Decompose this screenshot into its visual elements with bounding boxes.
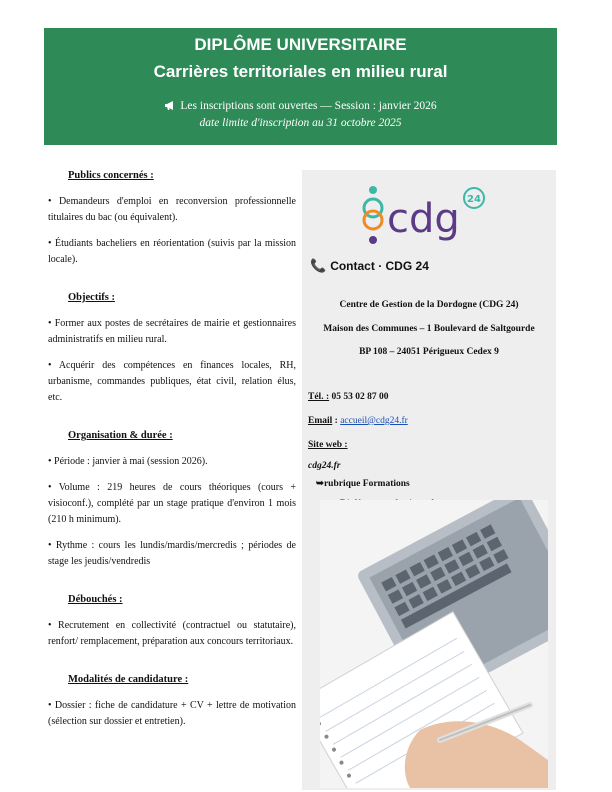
section-title: Publics concernés : bbox=[68, 170, 154, 181]
section-organisation bbox=[48, 428, 296, 570]
section-title: Modalités de candidature : bbox=[68, 674, 189, 685]
list-item: • Demandeurs d'emploi en reconversion professionnelle titulaires du bac (ou équivalent). bbox=[48, 196, 296, 223]
list-item: • Volume : 219 heures de cours théoriques (cours + visioconf.), complété par un stage pratique d'environ 1 mois (210 h minimum). bbox=[48, 482, 296, 525]
announcement bbox=[44, 98, 557, 116]
diploma-subtitle: Carrières territoriales en milieu rural bbox=[153, 62, 448, 81]
list-item: • Recrutement en collectivité (contractuel ou statutaire), renfort/ remplacement, préparation aux concours territoriaux. bbox=[48, 620, 296, 647]
nav-formations-text: rubrique Formations bbox=[323, 479, 410, 489]
section-title: Objectifs : bbox=[68, 292, 115, 303]
section-objectifs bbox=[48, 290, 296, 406]
tel-line bbox=[308, 392, 388, 402]
list-item: • Acquérir des compétences en finances locales, RH, urbanisme, commandes publiques, état civil, relation élus, etc. bbox=[48, 360, 296, 403]
email-link[interactable]: accueil@cdg24.fr bbox=[340, 416, 408, 426]
nav-formations bbox=[316, 478, 410, 489]
diploma-title: DIPLÔME UNIVERSITAIRE bbox=[194, 35, 407, 54]
megaphone-icon bbox=[164, 100, 176, 116]
list-item: • Période : janvier à mai (session 2026). bbox=[48, 456, 208, 467]
section-title: Débouchés : bbox=[68, 594, 123, 605]
tel-value: 05 53 02 87 00 bbox=[329, 392, 389, 402]
web-value[interactable]: cdg24.fr bbox=[308, 461, 341, 471]
pointer-icon: ➥ bbox=[316, 479, 324, 489]
email-line bbox=[308, 416, 408, 426]
logo-text: cdg bbox=[387, 196, 460, 242]
list-item: • Dossier : fiche de candidature + CV + lettre de motivation (sélection sur dossier et entretien). bbox=[48, 700, 296, 727]
tel-label: Tél. : bbox=[308, 392, 330, 402]
laptop-notebook-photo bbox=[320, 500, 548, 788]
section-modalites bbox=[48, 672, 296, 730]
list-item: • Rythme : cours les lundis/mardis/mercredis ; périodes de stage les jeudis/vendredis bbox=[48, 540, 296, 567]
contact-panel bbox=[302, 170, 556, 790]
contact-heading bbox=[310, 258, 429, 274]
contact-heading-text: Contact · CDG 24 bbox=[330, 259, 429, 273]
program-details bbox=[48, 168, 296, 752]
phone-icon: 📞 bbox=[310, 258, 327, 273]
list-item: • Former aux postes de secrétaires de mairie et gestionnaires administratifs en milieu rural. bbox=[48, 318, 296, 345]
logo-badge: 24 bbox=[467, 194, 481, 205]
email-separator: : bbox=[332, 416, 341, 426]
address-line-1: Maison des Communes – 1 Boulevard de Saltgourde bbox=[323, 324, 535, 334]
web-label-text: Site web : bbox=[308, 440, 348, 450]
address-line-2: BP 108 – 24051 Périgueux Cedex 9 bbox=[359, 347, 499, 357]
org-name: Centre de Gestion de la Dordogne (CDG 24) bbox=[339, 300, 519, 310]
deadline-text: date limite d'inscription au 31 octobre 2025 bbox=[199, 117, 402, 129]
section-publics bbox=[48, 168, 296, 268]
cdg24-logo bbox=[357, 182, 487, 248]
header-banner bbox=[44, 28, 557, 145]
announcement-text: Les inscriptions sont ouvertes — Session : janvier 2026 bbox=[180, 100, 437, 112]
section-title: Organisation & durée : bbox=[68, 430, 173, 441]
section-debouches bbox=[48, 592, 296, 650]
email-label: Email bbox=[308, 416, 333, 426]
list-item: • Étudiants bacheliers en réorientation (suivis par la mission locale). bbox=[48, 238, 296, 265]
web-label bbox=[308, 440, 348, 450]
